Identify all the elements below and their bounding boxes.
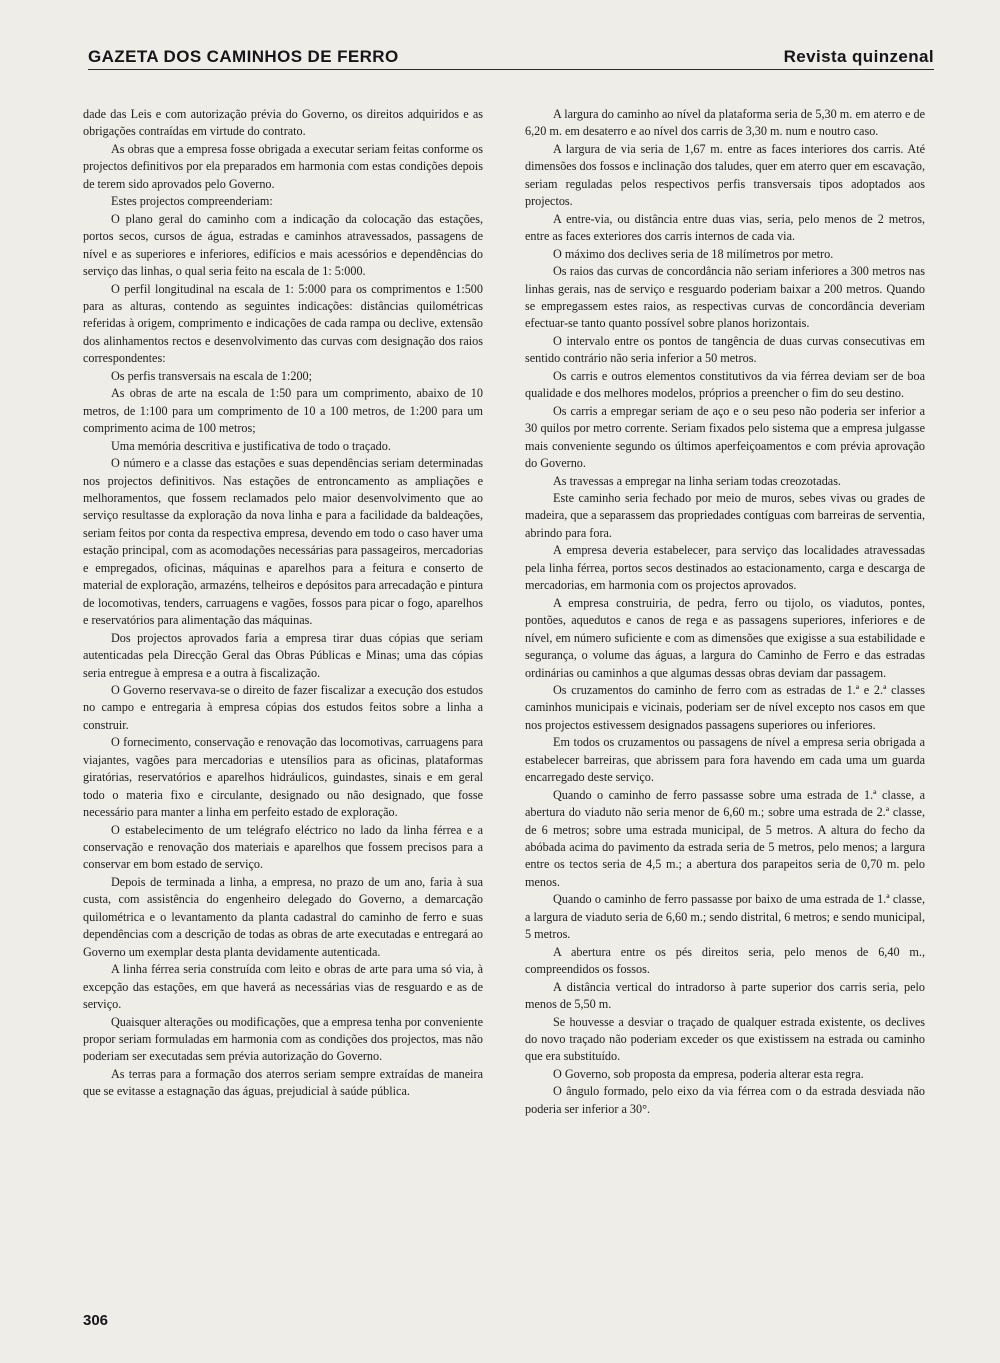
paragraph: Dos projectos aprovados faria a empresa tirar duas cópias que seriam autenticadas pela Direcção Geral das Obras Públicas e Minas; uma das cópias seria entregue à empresa e a outra à fiscalização.: [83, 630, 483, 680]
paragraph: A empresa deveria estabelecer, para serviço das localidades atravessadas pela linha férrea, portos secos destinados ao estacionamento, carga e descarga de mercadorias, em harmonia com os projectos aprovados.: [525, 543, 925, 593]
journal-title: GAZETA DOS CAMINHOS DE FERRO: [88, 47, 399, 66]
paragraph: Os raios das curvas de concordância não seriam inferiores a 300 metros nas linhas gerais, nas de serviço e resguardo poderiam baixar a 200 metros. Quando se empregassem estes raios, as respectivas curvas de concordância deveriam efectuar-se tanto quanto possível sobre planos horizontais.: [525, 264, 925, 331]
right-column: [525, 106, 925, 1118]
paragraph: O fornecimento, conservação e renovação das locomotivas, carruagens para viajantes, vagões para mercadorias e utensílios para as oficinas, plataformas giratórias, reservatórios e aparelhos hidráulicos, guindastes, sinais e em geral todo o materia fixo e circulante, designado ou não designado, que fosse necessário para manter a linha em perfeito estado de exploração.: [83, 735, 483, 820]
header-rule: [88, 69, 934, 70]
paragraph: Quando o caminho de ferro passasse sobre uma estrada de 1.ª classe, a abertura do viaduto não seria menor de 6,60 m.; sobre uma estrada de 2.ª classe, de 6 metros; sobre uma estrada municipal, de 5 metros. A altura do fecho da abóbada acima do pavimento da estrada seria de 5 metros, pelo menos; a largura entre os tectos seria de 4,5 m.; a abertura dos parapeitos seria de 0,70 m. pelo menos.: [525, 787, 925, 889]
paragraph: A entre-via, ou distância entre duas vias, seria, pelo menos de 2 metros, entre as faces exteriores dos carris internos de cada via.: [525, 211, 925, 244]
paragraph: Uma memória descritiva e justificativa de todo o traçado.: [111, 438, 391, 453]
paragraph: A largura de via seria de 1,67 m. entre as faces interiores dos carris. Até dimensões dos fossos e inclinação dos taludes, quer em aterro quer em escavação, seriam reguladas pelos respectivos perfis transversais tipos adoptados aos projectos.: [525, 141, 925, 209]
paragraph: Estes projectos compreenderiam:: [111, 194, 273, 209]
paragraph: O Governo, sob proposta da empresa, poderia alterar esta regra.: [553, 1066, 864, 1081]
journal-subtitle: Revista quinzenal: [783, 47, 934, 66]
left-column: [83, 106, 483, 1101]
paragraph: A empresa construiria, de pedra, ferro ou tijolo, os viadutos, pontes, pontões, aquedutos e canos de rega e as passagens superiores, inferiores e de nível, em número suficiente e com as dimensões que exigisse a sua estabilidade e segurança, o volume das águas, a largura do Caminho de Ferro e das estradas ordinárias ou caminhos a que algumas dessas obras deviam dar passagem.: [525, 595, 925, 680]
paragraph: As travessas a empregar na linha seriam todas creozotadas.: [553, 473, 841, 488]
paragraph: O estabelecimento de um telégrafo eléctrico no lado da linha férrea e a conservação e renovação dos materiais e aparelhos que fossem precisos para a conservar em bom estado de serviço.: [83, 822, 483, 872]
paragraph: Os carris e outros elementos constitutivos da via férrea deviam ser de boa qualidade e dos melhores modelos, próprios a preencher o fim do seu destino.: [525, 368, 925, 401]
paragraph: Quaisquer alterações ou modificações, que a empresa tenha por conveniente propor seriam formuladas em harmonia com as condições dos projectos, mas não poderiam ser executadas sem prévia autorização do Governo.: [83, 1014, 483, 1064]
paragraph: Quando o caminho de ferro passasse por baixo de uma estrada de 1.ª classe, a largura de viaduto seria de 6,60 m.; sendo distrital, 6 metros; e sendo municipal, 5 metros.: [525, 892, 925, 942]
paragraph: As obras que a empresa fosse obrigada a executar seriam feitas conforme os projectos definitivos por ela preparados em harmonia com estas condições depois de terem sido aprovados pelo Governo.: [83, 141, 483, 191]
paragraph: O máximo dos declives seria de 18 milímetros por metro.: [553, 246, 834, 261]
page-number: 306: [83, 1312, 109, 1329]
paragraph: A largura do caminho ao nível da plataforma seria de 5,30 m. em aterro e de 6,20 m. em desaterro e ao nível dos carris de 3,30 m. num e noutro caso.: [525, 107, 925, 139]
paragraph: O Governo reservava-se o direito de fazer fiscalizar a execução dos estudos no campo e entregaria à empresa cópias dos estudos feitos sobre a linha a construir.: [83, 682, 483, 732]
paragraph: O número e a classe das estações e suas dependências seriam determinadas nos projectos definitivos. Nas estações de entroncamento as ampliações e melhoramentos, que fossem reclamados pelo maior desenvolvimento que ao serviço resultasse da exploração da nova linha e para a facilidade da baldeações, seriam feitos por conta da respectiva empresa, devendo em todo o caso haver uma estação principal, com as acomodações necessárias para passageiros, mercadorias e empregados, oficinas, máquinas e aparelhos para a feitura e conserto de material de exploração, armazéns, telheiros e depósitos para arrecadação e pintura de locomotivas, tenders, carruagens e vagões, fossos para picar o fogo, aparelhos e reservatórios para alimentação das máquinas.: [83, 456, 484, 628]
paragraph: Depois de terminada a linha, a empresa, no prazo de um ano, faria à sua custa, com assistência do engenheiro delegado do Governo, a demarcação quilométrica e o levantamento da planta cadastral do caminho de ferro e suas dependências com a descrição de todas as obras de arte executadas e entregará ao Governo um exemplar desta planta devidamente autenticada.: [83, 874, 483, 959]
paragraph: O plano geral do caminho com a indicação da colocação das estações, portos secos, cursos de água, estradas e caminhos atravessados, passagens de nível e as superiores e inferiores, edifícios e mais acessórios e dependências do serviço das linhas, o qual seria feito na escala de 1: 5:000.: [83, 211, 483, 279]
paragraph: Os carris a empregar seriam de aço e o seu peso não poderia ser inferior a 30 quilos por metro corrente. Seriam fixados pelo sistema que a empresa julgasse mais conveniente segundo os últimos aperfeiçoamentos e com prévia aprovação do Governo.: [525, 403, 925, 471]
paragraph: A distância vertical do intradorso à parte superior dos carris seria, pelo menos de 5,50 m.: [525, 979, 925, 1012]
paragraph: O ângulo formado, pelo eixo da via férrea com o da estrada desviada não poderia ser inferior a 30°.: [525, 1084, 925, 1116]
paragraph: dade das Leis e com autorização prévia do Governo, os direitos adquiridos e as obrigações contraídas em virtude do contrato.: [83, 107, 483, 139]
paragraph: A linha férrea seria construída com leito e obras de arte para uma só via, à excepção das estações, em que haverá as necessárias vias de resguardo e as de serviço.: [83, 962, 483, 1012]
paragraph: O perfil longitudinal na escala de 1: 5:000 para os comprimentos e 1:500 para as alturas, contendo as seguintes indicações: distâncias quilométricas referidas à origem, comprimento e indicações de cada rampa ou declive, extensão dos alinhamentos rectos e desenvolvimento das curvas com designação dos raios correspondentes:: [83, 281, 483, 366]
paragraph: Os cruzamentos do caminho de ferro com as estradas de 1.ª e 2.ª classes caminhos municipais e vicinais, poderiam ser de nível excepto nos casos em que nos projectos estivessem designados passagens superiores ou inferiores.: [525, 682, 925, 732]
paragraph: As terras para a formação dos aterros seriam sempre extraídas de maneira que se evitasse a estagnação das águas, prejudicial à saúde pública.: [83, 1066, 483, 1099]
paragraph: O intervalo entre os pontos de tangência de duas curvas consecutivas em sentido contrário não seria inferior a 50 metros.: [525, 333, 925, 366]
paragraph: Em todos os cruzamentos ou passagens de nível a empresa seria obrigada a estabelecer barreiras, que abrissem para fora havendo em cada uma um guarda encarregado deste serviço.: [525, 735, 925, 785]
paragraph: Este caminho seria fechado por meio de muros, sebes vivas ou grades de madeira, que a separassem das propriedades contíguas com barreiras de serventia, abrindo para fora.: [525, 490, 925, 540]
paragraph: As obras de arte na escala de 1:50 para um comprimento, abaixo de 10 metros, de 1:100 para um comprimento de 10 a 100 metros, de 1:200 para um comprimento acima de 100 metros;: [83, 386, 483, 436]
paragraph: Se houvesse a desviar o traçado de qualquer estrada existente, os declives do novo traçado não poderiam exceder os que existissem na estrada ou caminho que era substituído.: [525, 1014, 925, 1064]
paragraph: A abertura entre os pés direitos seria, pelo menos de 6,40 m., compreendidos os fossos.: [525, 944, 925, 977]
paragraph: Os perfis transversais na escala de 1:200;: [111, 368, 313, 383]
page-header: [88, 47, 934, 77]
